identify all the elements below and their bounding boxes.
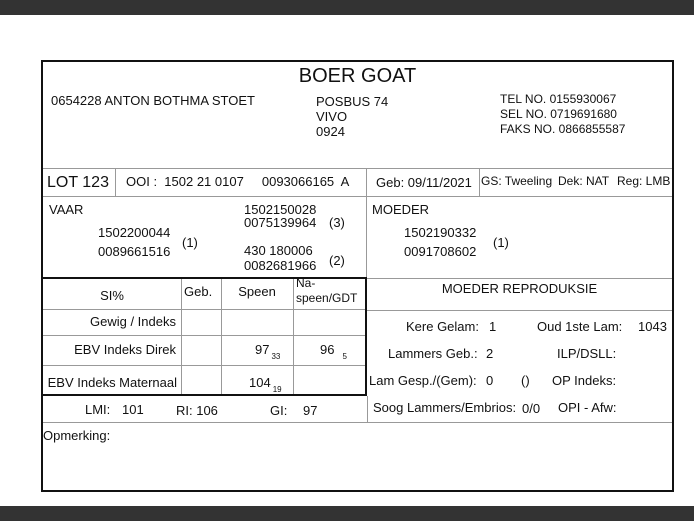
- divider: [293, 279, 294, 394]
- soog-label: Soog Lammers/Embrios:: [373, 400, 517, 415]
- sel-number: SEL NO. 0719691680: [500, 107, 617, 121]
- row-label: EBV Indeks Maternaal: [47, 375, 177, 390]
- faks-number: FAKS NO. 0866855587: [500, 122, 626, 136]
- lammers-geb-label: Lammers Geb.:: [388, 346, 478, 361]
- kere-gelam-value: 1: [489, 319, 497, 334]
- lammers-geb-value: 2: [486, 346, 494, 361]
- row-label: Gewig / Indeks: [90, 314, 176, 329]
- goat-lot-card: [41, 60, 674, 492]
- moeder-mark: (1): [493, 235, 509, 250]
- gi-value: 97: [303, 403, 318, 418]
- lmi-label: LMI:: [85, 402, 111, 417]
- grand-dam-mark: (2): [329, 253, 345, 268]
- value: 97: [255, 342, 270, 357]
- naspeen-header-2: speen/GDT: [296, 291, 358, 305]
- accuracy: 33: [271, 352, 281, 361]
- accuracy: 5: [342, 352, 347, 361]
- vaar-id1: 1502200044: [98, 225, 171, 240]
- top-bar: [0, 0, 694, 15]
- divider: [479, 168, 480, 196]
- lot-number: LOT 123: [47, 174, 109, 191]
- dek-type: Dek: NAT: [558, 174, 610, 188]
- naspeen-header-1: Na-: [296, 276, 316, 290]
- moeder-id2: 0091708602: [404, 244, 477, 259]
- opmerking-label: Opmerking:: [43, 428, 111, 443]
- grand-dam-id1: 430 180006: [244, 243, 313, 258]
- lmi-value: 101: [122, 402, 144, 417]
- divider: [43, 335, 365, 336]
- oud-1ste-lam-label: Oud 1ste Lam:: [537, 319, 623, 334]
- divider: [367, 396, 368, 422]
- divider: [115, 168, 116, 196]
- row-label: EBV Indeks Direk: [74, 342, 176, 357]
- lam-gesp-label: Lam Gesp./(Gem):: [369, 373, 477, 388]
- divider: [43, 196, 672, 197]
- moeder-label: MOEDER: [372, 202, 430, 217]
- opi-afw-label: OPI - Afw:: [558, 400, 617, 415]
- birth-date: Geb: 09/11/2021: [376, 175, 472, 190]
- divider: [181, 279, 182, 394]
- address-line-2: VIVO: [316, 109, 348, 124]
- speen-header: Speen: [238, 284, 276, 299]
- grand-sire-id2: 0075139964: [244, 215, 317, 230]
- ooi-id: OOI : 1502 21 0107 0093066165 A: [126, 174, 350, 189]
- soog-value: 0/0: [522, 401, 541, 416]
- value: 96: [320, 342, 335, 357]
- bottom-bar: [0, 506, 694, 521]
- divider: [43, 168, 672, 169]
- si-table-border: [43, 277, 367, 279]
- tel-number: TEL NO. 0155930067: [500, 92, 617, 106]
- ilp-dsll-label: ILP/DSLL:: [557, 346, 617, 361]
- speen-maternaal-value: [249, 375, 282, 394]
- si-table-border: [43, 394, 367, 396]
- value: 104: [249, 375, 271, 390]
- op-indeks-label: OP Indeks:: [552, 373, 617, 388]
- address-line-3: 0924: [316, 124, 345, 139]
- vaar-id2: 0089661516: [98, 244, 171, 259]
- grand-sire-id1: 1502150028: [244, 202, 317, 217]
- ri-value: RI: 106: [176, 403, 218, 418]
- divider: [43, 309, 365, 310]
- divider: [43, 365, 365, 366]
- si-header: SI%: [100, 288, 124, 303]
- divider: [366, 168, 367, 278]
- divider: [366, 278, 672, 279]
- speen-direk-value: [255, 342, 281, 361]
- reproduksie-title: MOEDER REPRODUKSIE: [441, 281, 598, 296]
- kere-gelam-label: Kere Gelam:: [406, 319, 479, 334]
- moeder-id1: 1502190332: [404, 225, 477, 240]
- breeder-name: 0654228 ANTON BOTHMA STOET: [51, 93, 255, 108]
- gs-type: GS: Tweeling: [481, 174, 553, 188]
- gi-label: GI:: [270, 403, 288, 418]
- grand-sire-mark: (3): [329, 215, 345, 230]
- accuracy: 19: [272, 385, 282, 394]
- divider: [367, 310, 672, 311]
- divider: [43, 422, 672, 423]
- lam-gem-value: (): [521, 373, 530, 388]
- geb-header: Geb.: [184, 284, 213, 299]
- naspeen-direk-value: [320, 342, 347, 361]
- vaar-label: VAAR: [49, 202, 84, 217]
- oud-1ste-lam-value: 1043: [638, 319, 667, 334]
- grand-dam-id2: 0082681966: [244, 258, 317, 273]
- vaar-mark: (1): [182, 235, 198, 250]
- lam-gesp-value: 0: [486, 373, 494, 388]
- registration: Reg: LMB: [617, 174, 671, 188]
- address-line-1: POSBUS 74: [316, 94, 389, 109]
- card-title: BOER GOAT: [298, 65, 417, 87]
